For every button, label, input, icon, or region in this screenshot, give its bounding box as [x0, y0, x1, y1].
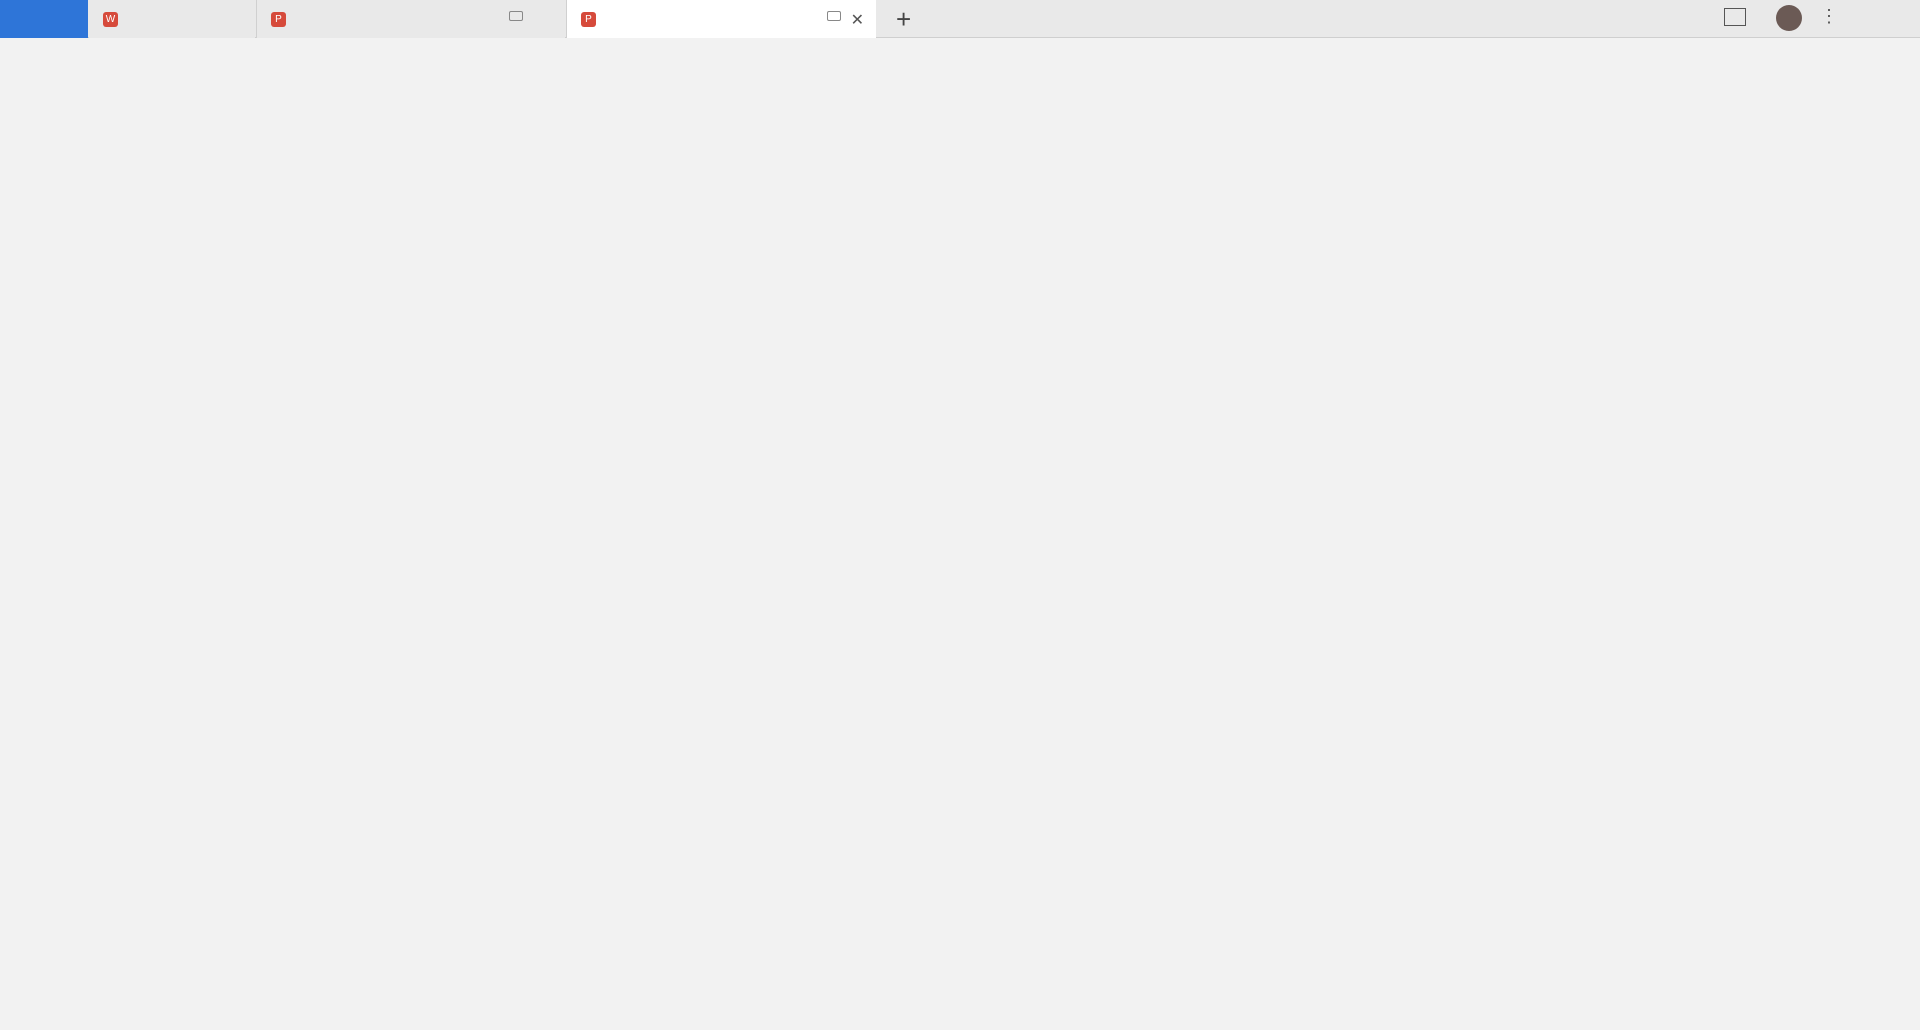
new-tab-icon[interactable]: + [896, 4, 912, 34]
close-tab-icon[interactable]: ✕ [850, 12, 864, 29]
tab-home[interactable] [0, 0, 88, 38]
tab-bar [0, 0, 1920, 38]
pdf-icon: P [271, 12, 286, 27]
tab-wps[interactable] [89, 0, 255, 38]
more-icon[interactable]: ⋮ [1820, 6, 1838, 26]
window-count-badge[interactable] [1724, 8, 1746, 26]
monitor-icon[interactable] [509, 11, 523, 21]
tab-pdf-1[interactable] [256, 0, 565, 38]
wps-logo-icon: W [103, 12, 118, 27]
pdf-icon: P [581, 12, 596, 27]
avatar[interactable] [1776, 5, 1802, 31]
monitor-icon[interactable] [827, 11, 841, 21]
tab-pdf-2[interactable] [566, 0, 876, 38]
